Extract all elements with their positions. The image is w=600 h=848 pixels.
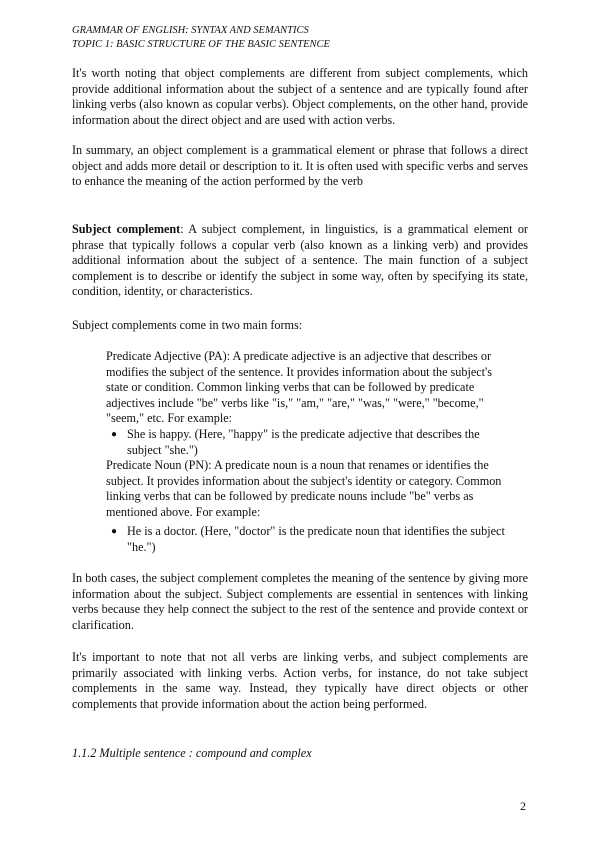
bullet-icon: ● — [111, 429, 118, 440]
paragraph-both-cases: In both cases, the subject complement completes the meaning of the sentence by giving more information about the subject. Subject complements are essential in sentences with linking verbs because they help connect the subject to the rest of the sentence and provide context or clarification. — [72, 571, 528, 632]
term-subject-complement: Subject complement — [72, 222, 181, 236]
list-item — [111, 524, 512, 555]
section-subheading: 1.1.2 Multiple sentence : compound and complex — [72, 746, 312, 760]
predicate-adjective-text: Predicate Adjective (PA): A predicate adjective is an adjective that describes or modifies the subject of the sentence. It provides information about the subject's state or condition. Common linking verbs that can be followed by predicate adjectives include "be" verbs like "is," "am," "are," "was," "were," "become," "seem," etc. For example: — [106, 349, 493, 425]
paragraph-subject-complement — [72, 222, 528, 300]
example-predicate-noun: He is a doctor. (Here, "doctor" is the predicate noun that identifies the subject "he.") — [127, 524, 505, 554]
header-topic: TOPIC 1: BASIC STRUCTURE OF THE BASIC SENTENCE — [72, 39, 330, 50]
paragraph-two-forms: Subject complements come in two main forms: — [72, 318, 303, 332]
running-header — [72, 24, 330, 52]
paragraph-object-vs-subject: It's worth noting that object complements are different from subject complements, which provide additional information about the subject of a sentence and are typically found after linking verbs (also known as copular verbs). Object complements, on the other hand, provide information about the direct object and are used with action verbs. — [72, 66, 528, 127]
page-number: 2 — [520, 799, 526, 813]
header-title: GRAMMAR OF ENGLISH: SYNTAX AND SEMANTICS — [72, 25, 309, 36]
paragraph-not-all-verbs: It's important to note that not all verbs are linking verbs, and subject complements are primarily associated with linking verbs. Action verbs, for instance, do not take subject complements in the same way. Instead, they typically have direct objects or other complements that provide information about the action being performed. — [72, 650, 528, 711]
bullet-icon: ● — [111, 526, 118, 537]
example-predicate-adjective: She is happy. (Here, "happy" is the predicate adjective that describes the subject "she.") — [127, 427, 480, 457]
paragraph-summary: In summary, an object complement is a grammatical element or phrase that follows a direct object and adds more detail or description to it. It is often used with specific verbs and serves to enhance the meaning of the action performed by the verb — [72, 143, 528, 188]
predicate-noun-text: Predicate Noun (PN): A predicate noun is a noun that renames or identifies the subject. It provides information about the subject's identity or category. Common linking verbs that can be followed by predicate nouns include "be" verbs as mentioned above. For example: — [106, 458, 502, 519]
list-item — [111, 427, 512, 458]
subject-complement-definition: : A subject complement, in linguistics, is a grammatical element or phrase that typically follows a copular verb (also known as a linking verb) and provides additional information about the subject of a sentence. The main function of a subject complement is to describe or identify the subject in some way, often by specifying its state, condition, identity, or characteristics. — [72, 222, 528, 298]
